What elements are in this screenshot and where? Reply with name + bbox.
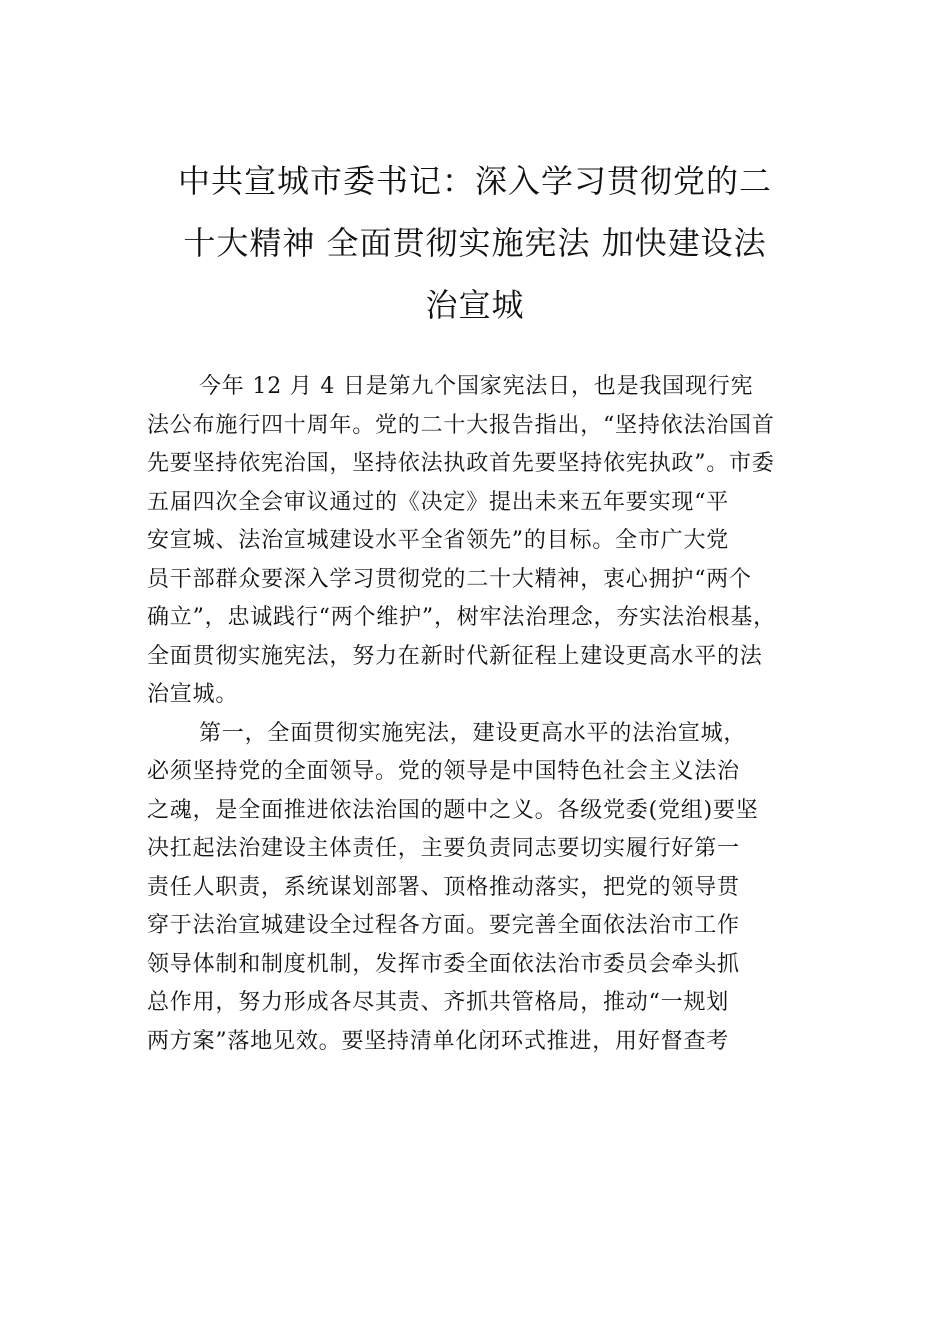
- paragraph-line: 确立”，忠诚践行“两个维护”，树牢法治理念，夯实法治根基，: [147, 605, 776, 630]
- title-line: 治宣城: [425, 286, 525, 324]
- paragraph-line: 今年 12 月 4 日是第九个国家宪法日，也是我国现行宪: [199, 374, 754, 399]
- paragraph-line: 总作用，努力形成各尽其责、齐抓共管格局，推动“一规划: [147, 990, 730, 1015]
- paragraph-line: 员干部群众要深入学习贯彻党的二十大精神，衷心拥护“两个: [147, 566, 752, 592]
- document-body: [147, 368, 827, 1061]
- paragraph-line: 之魂，是全面推进依法治国的题中之义。各级党委(党组)要坚: [147, 797, 759, 823]
- title-line: 中共宣城市委书记：深入学习贯彻党的二: [177, 162, 772, 200]
- paragraph-line: 五届四次全会审议通过的《决定》提出未来五年要实现“平: [147, 489, 730, 515]
- paragraph-line: 决扛起法治建设主体责任，主要负责同志要切实履行好第一: [147, 836, 740, 861]
- document-title: [140, 150, 810, 336]
- paragraph-line: 责任人职责，系统谋划部署、顶格推动落实，把党的领导贯: [147, 874, 740, 900]
- paragraph-line: 领导体制和制度机制，发挥市委全面依法治市委员会牵头抓: [147, 951, 740, 977]
- paragraph-line: 安宣城、法治宣城建设水平全省领先”的目标。全市广大党: [147, 528, 730, 553]
- paragraph-line: 全面贯彻实施宪法，努力在新时代新征程上建设更高水平的法: [147, 643, 763, 669]
- paragraph-line: 穿于法治宣城建设全过程各方面。要完善全面依法治市工作: [147, 913, 740, 938]
- paragraph-line: 两方案”落地见效。要坚持清单化闭环式推进，用好督查考: [147, 1028, 730, 1054]
- paragraph-line: 第一，全面贯彻实施宪法，建设更高水平的法治宣城，: [199, 720, 747, 746]
- paragraph-line: 治宣城。: [147, 682, 239, 707]
- title-line: 十大精神 全面贯彻实施宪法 加快建设法: [183, 224, 767, 262]
- paragraph-line: 必须坚持党的全面领导。党的领导是中国特色社会主义法治: [147, 759, 740, 784]
- paragraph-line: 先要坚持依宪治国，坚持依法执政首先要坚持依宪执政”。市委: [147, 451, 775, 476]
- paragraph-first-point: [147, 715, 827, 1062]
- paragraph-intro: [147, 368, 827, 715]
- paragraph-line: 法公布施行四十周年。党的二十大报告指出，“坚持依法治国首: [147, 412, 775, 438]
